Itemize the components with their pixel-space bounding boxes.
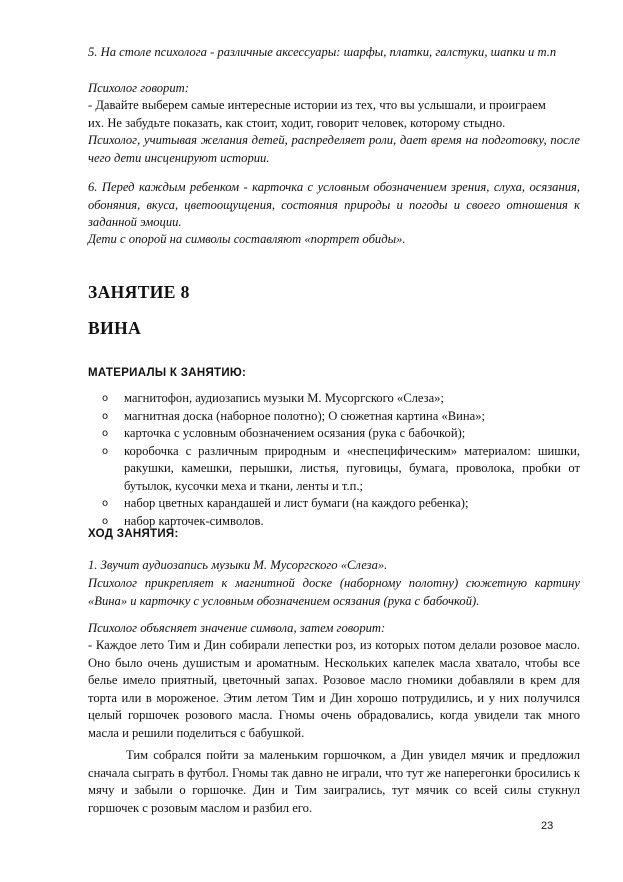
list-item: o карточка с условным обозначением осязания (рука с бабочкой);	[88, 425, 580, 443]
lesson-heading: ЗАНЯТИЕ 8	[88, 282, 190, 302]
page-number: 23	[541, 820, 554, 832]
bullet-marker: o	[102, 445, 109, 457]
course-heading: ХОД ЗАНЯТИЯ:	[88, 528, 179, 540]
speech-line-2: их. Не забудьте показать, как стоит, ходит, говорит человек, которому стыдно.	[88, 116, 506, 130]
list-item: o коробочка с различным природным и «неспецифическим» материалом: шишки, ракушки, камешки, перышки, листья, пуговицы, бумага, проволока, пробки от бутылок, кусочки меха и ткани, ленты и т.п.;	[102, 443, 580, 493]
list-item: o магнитофон, аудиозапись музыки М. Мусоргского «Слеза»;	[88, 390, 580, 408]
list-item: o набор карточек-символов.	[88, 513, 580, 531]
list-item: o набор цветных карандашей и лист бумаги (на каждого ребенка);	[88, 495, 580, 513]
step-1-music: 1. Звучит аудиозапись музыки М. Мусоргского «Слеза».	[88, 558, 388, 572]
story-paragraph-1: - Каждое лето Тим и Дин собирали лепестки роз, из которых потом делали розовое масло. Оно было очень душистым и ароматным. Нескольких капелек масла хватало, чтобы все белье имело приятный, цветочный запах. Розовое масло гномики добавляли в крем для торта или в мороженое. Этим летом Тим и Дин хорошо потрудились, и у них получился целый горшочек розового масла. Гномы очень обрадовались, когда увидели так много масла и решили поделиться с бабушкой.	[88, 638, 580, 740]
psychologist-says-label: Психолог говорит:	[88, 81, 189, 95]
bullet-marker: o	[102, 498, 109, 509]
materials-heading: МАТЕРИАЛЫ К ЗАНЯТИЮ:	[88, 367, 247, 379]
bullet-marker: o	[102, 410, 109, 422]
materials-list	[88, 390, 580, 530]
story-paragraph-2: Тим собрался пойти за маленьким горшочком, а Дин увидел мячик и предложил сначала сыграть в футбол. Гномы так давно не играли, что тут же наперегонки бросились к мячу и забыли о горшочке. Дин и Тим заигрались, тут мячик со всей силы стукнул горшочек с розовым маслом и разбил его.	[88, 748, 580, 815]
symbol-explanation-label: Психолог объясняет значение символа, затем говорит:	[88, 621, 386, 635]
step-1-note: Психолог прикрепляет к магнитной доске (наборному полотну) сюжетную картину «Вина» и карточку с условным обозначением осязания (рука с бабочкой).	[88, 576, 580, 608]
list-item: o магнитная доска (наборное полотно); О сюжетная картина «Вина»;	[88, 408, 580, 426]
bullet-marker: o	[102, 393, 109, 404]
lesson-topic: ВИНА	[88, 318, 142, 338]
speech-line-1: - Давайте выберем самые интересные истории из тех, что вы услышали, и проиграем	[88, 98, 546, 112]
item-6-portrait-note: Дети с опорой на символы составляют «портрет обиды».	[88, 232, 406, 246]
bullet-marker: o	[102, 428, 109, 439]
item-5-accessories: 5. На столе психолога - различные аксессуары: шарфы, платки, галстуки, шапки и т.п	[88, 45, 557, 59]
item-6-cards: 6. Перед каждым ребенком - карточка с условным обозначением зрения, слуха, осязания, обоняния, вкуса, цветоощущения, состояния природы и погоды и своего отношения к заданной эмоции.	[88, 180, 580, 229]
role-distribution-note: Психолог, учитывая желания детей, распределяет роли, дает время на подготовку, после чего дети инсценируют истории.	[88, 133, 580, 165]
bullet-marker: o	[102, 515, 109, 527]
